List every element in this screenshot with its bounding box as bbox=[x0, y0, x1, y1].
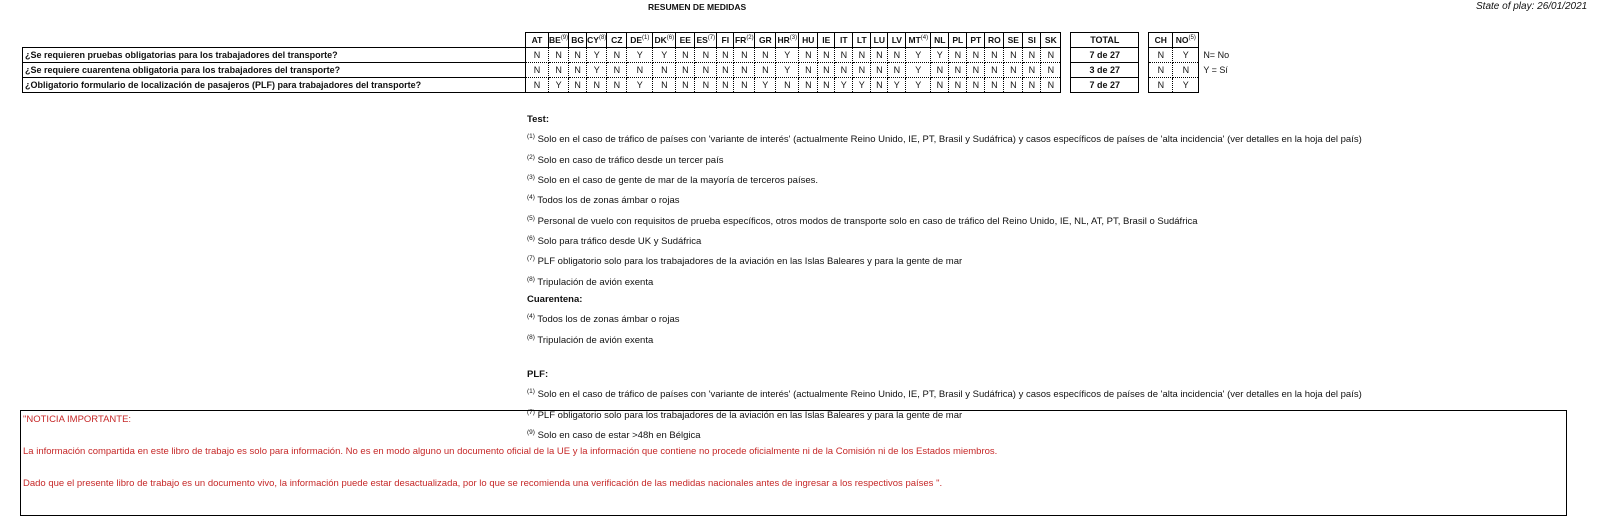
test-notes bbox=[527, 128, 1362, 291]
value-cell: N bbox=[627, 63, 653, 78]
quarantine-notes bbox=[527, 308, 1362, 349]
value-cell: Y bbox=[1173, 78, 1199, 93]
value-cell: N bbox=[653, 63, 676, 78]
footnote-number: (9) bbox=[527, 428, 535, 436]
country-code: NL bbox=[934, 35, 946, 45]
value-cell: Y bbox=[755, 78, 776, 93]
value-cell: N bbox=[1041, 63, 1061, 78]
country-header bbox=[587, 33, 607, 48]
total-cell: 7 de 27 bbox=[1071, 48, 1139, 63]
country-code: RO bbox=[987, 35, 1001, 45]
value-cell: N bbox=[755, 48, 776, 63]
spacer bbox=[1139, 33, 1149, 48]
value-cell: Y bbox=[587, 63, 607, 78]
footnote-number: (3) bbox=[527, 173, 535, 181]
country-code: CY bbox=[587, 35, 599, 45]
country-header bbox=[776, 33, 799, 48]
footnotes bbox=[527, 111, 1362, 444]
spacer bbox=[1139, 78, 1149, 93]
footnote-item bbox=[527, 383, 1362, 403]
country-code: AT bbox=[531, 35, 543, 45]
country-code: EE bbox=[679, 35, 691, 45]
value-cell: N bbox=[1004, 48, 1023, 63]
measures-table bbox=[22, 32, 1299, 93]
footnote-item bbox=[527, 308, 1362, 328]
country-header bbox=[1004, 33, 1023, 48]
value-cell: N bbox=[695, 48, 717, 63]
footnote-ref: (7) bbox=[707, 35, 716, 42]
footnote-item bbox=[527, 230, 1362, 250]
value-cell: N bbox=[695, 63, 717, 78]
country-code: ES bbox=[696, 35, 708, 45]
country-header bbox=[569, 33, 587, 48]
value-cell: N bbox=[871, 63, 888, 78]
country-header bbox=[653, 33, 676, 48]
notice-heading: "NOTICIA IMPORTANTE: bbox=[23, 414, 132, 425]
spacer bbox=[1061, 63, 1071, 78]
value-cell: Y bbox=[587, 48, 607, 63]
country-code: PT bbox=[970, 35, 982, 45]
footnote-ref: (2) bbox=[746, 35, 754, 42]
value-cell: N bbox=[569, 48, 587, 63]
value-cell: N bbox=[676, 48, 695, 63]
footnote-number: (4) bbox=[527, 194, 535, 202]
country-header bbox=[931, 33, 949, 48]
country-header bbox=[1023, 33, 1041, 48]
value-cell: N bbox=[607, 63, 627, 78]
spacer bbox=[1061, 78, 1071, 93]
value-cell: N bbox=[755, 63, 776, 78]
country-header bbox=[755, 33, 776, 48]
country-code: CZ bbox=[611, 35, 623, 45]
footnote-ref: (1) bbox=[642, 35, 650, 42]
footnote-text: Personal de vuelo con requisitos de prueba específicos, otros modos de transporte solo en caso de tráfico del Reino Unido, IE, NL, AT, PT, Brasil o Sudáfrica bbox=[534, 215, 1198, 227]
value-cell: N bbox=[799, 78, 818, 93]
country-header bbox=[1173, 33, 1199, 48]
spacer bbox=[1061, 33, 1071, 48]
value-cell: N bbox=[526, 78, 549, 93]
value-cell: Y bbox=[906, 63, 931, 78]
notice-paragraph-1: La información compartida en este libro de trabajo es solo para información. No es en modo alguno un documento oficial de la UE y la información que contiene no procede oficialmente ni de la Comisión ni de los Estados miembros. bbox=[23, 446, 998, 457]
country-header bbox=[627, 33, 653, 48]
country-code: HR bbox=[777, 35, 790, 45]
spacer bbox=[1139, 48, 1149, 63]
value-cell: N bbox=[818, 48, 835, 63]
header-spacer bbox=[23, 33, 526, 48]
value-cell: Y bbox=[853, 78, 871, 93]
footnote-item bbox=[527, 329, 1362, 349]
footnote-text: Solo para tráfico desde UK y Sudáfrica bbox=[534, 236, 702, 248]
country-header bbox=[549, 33, 569, 48]
value-cell: N bbox=[1004, 63, 1023, 78]
question-label: ¿Obligatorio formulario de localización de pasajeros (PLF) para trabajadores del transporte? bbox=[23, 78, 526, 93]
table-row bbox=[23, 48, 1299, 63]
footnote-ref: (8) bbox=[598, 35, 607, 42]
country-header bbox=[607, 33, 627, 48]
legend-text: N= No bbox=[1203, 50, 1230, 60]
country-code: DK bbox=[654, 35, 667, 45]
country-code: LT bbox=[856, 35, 867, 45]
value-cell: N bbox=[1041, 78, 1061, 93]
table-row bbox=[23, 63, 1299, 78]
value-cell: N bbox=[587, 78, 607, 93]
state-of-play: State of play: 26/01/2021 bbox=[1476, 1, 1588, 12]
table-header-row bbox=[23, 33, 1299, 48]
value-cell: N bbox=[888, 63, 906, 78]
value-cell: N bbox=[931, 78, 949, 93]
footnote-item bbox=[527, 128, 1362, 148]
value-cell: N bbox=[949, 78, 967, 93]
country-header bbox=[818, 33, 835, 48]
value-cell: N bbox=[569, 78, 587, 93]
footnote-item bbox=[527, 250, 1362, 270]
footnote-text: Solo en el caso de gente de mar de la mayoría de terceros países. bbox=[534, 175, 819, 187]
value-cell: N bbox=[734, 63, 755, 78]
value-cell: N bbox=[1149, 78, 1173, 93]
country-code: DE bbox=[630, 35, 643, 45]
footnote-ref: (6) bbox=[666, 35, 675, 42]
page-title: RESUMEN DE MEDIDAS bbox=[648, 2, 747, 12]
footnote-text: Todos los de zonas ámbar o rojas bbox=[534, 314, 680, 326]
value-cell: Y bbox=[888, 78, 906, 93]
value-cell: Y bbox=[627, 48, 653, 63]
value-cell: N bbox=[607, 78, 627, 93]
value-cell: N bbox=[967, 48, 985, 63]
country-header bbox=[967, 33, 985, 48]
value-cell: Y bbox=[776, 48, 799, 63]
value-cell: N bbox=[818, 78, 835, 93]
value-cell: N bbox=[526, 48, 549, 63]
value-cell: Y bbox=[835, 78, 853, 93]
footnote-number: (8) bbox=[527, 333, 535, 341]
country-code: CH bbox=[1154, 35, 1167, 45]
value-cell: N bbox=[985, 78, 1004, 93]
footnote-number: (7) bbox=[527, 255, 535, 263]
footnote-number: (4) bbox=[527, 313, 535, 321]
total-cell: 3 de 27 bbox=[1071, 63, 1139, 78]
value-cell: N bbox=[1023, 48, 1041, 63]
value-cell: N bbox=[871, 48, 888, 63]
value-cell: Y bbox=[906, 48, 931, 63]
country-header bbox=[985, 33, 1004, 48]
country-code: MT bbox=[908, 35, 921, 45]
value-cell: N bbox=[717, 78, 734, 93]
country-header bbox=[799, 33, 818, 48]
country-header bbox=[676, 33, 695, 48]
value-cell: N bbox=[676, 63, 695, 78]
question-label: ¿Se requieren pruebas obligatorias para los trabajadores del transporte? bbox=[23, 48, 526, 63]
country-header bbox=[853, 33, 871, 48]
footnote-number: (2) bbox=[527, 153, 535, 161]
table-row bbox=[23, 78, 1299, 93]
footnote-number: (1) bbox=[527, 133, 535, 141]
value-cell: N bbox=[853, 48, 871, 63]
value-cell: N bbox=[985, 48, 1004, 63]
footnote-text: Solo en el caso de tráfico de países con 'variante de interés' (actualmente Reino Unido, IE, PT, Brasil y Sudáfrica) y casos específicos de países de 'alta incidencia' (ver detalles en la hoja del país) bbox=[534, 389, 1362, 401]
country-code: IT bbox=[840, 35, 848, 45]
value-cell: N bbox=[799, 48, 818, 63]
footnote-text: Tripulación de avión exenta bbox=[534, 334, 654, 346]
value-cell: N bbox=[717, 48, 734, 63]
value-cell: N bbox=[985, 63, 1004, 78]
value-cell: Y bbox=[627, 78, 653, 93]
spacer bbox=[1199, 33, 1299, 48]
value-cell: N bbox=[888, 48, 906, 63]
value-cell: N bbox=[835, 48, 853, 63]
country-header bbox=[695, 33, 717, 48]
value-cell: N bbox=[949, 48, 967, 63]
value-cell: N bbox=[695, 78, 717, 93]
value-cell: N bbox=[607, 48, 627, 63]
footnote-ref: (5) bbox=[1188, 35, 1196, 42]
footnote-item bbox=[527, 189, 1362, 209]
country-code: LV bbox=[891, 35, 902, 45]
footnote-number: (8) bbox=[527, 275, 535, 283]
country-header bbox=[526, 33, 549, 48]
value-cell: N bbox=[734, 48, 755, 63]
country-code: BG bbox=[571, 35, 585, 45]
value-cell: N bbox=[734, 78, 755, 93]
total-header: TOTAL bbox=[1071, 33, 1139, 48]
country-header bbox=[888, 33, 906, 48]
country-header bbox=[734, 33, 755, 48]
legend-text bbox=[1199, 78, 1299, 93]
value-cell: N bbox=[1149, 48, 1173, 63]
value-cell: N bbox=[967, 78, 985, 93]
country-code: FI bbox=[721, 35, 730, 45]
country-code: NO bbox=[1175, 35, 1189, 45]
country-header bbox=[717, 33, 734, 48]
country-code: GR bbox=[758, 35, 772, 45]
country-code: SE bbox=[1007, 35, 1019, 45]
footnote-text: Solo en caso de estar >48h en Bélgica bbox=[534, 430, 701, 442]
value-cell: N bbox=[653, 78, 676, 93]
value-cell: Y bbox=[776, 63, 799, 78]
footnote-ref: (9) bbox=[560, 35, 569, 42]
footnote-text: Todos los de zonas ámbar o rojas bbox=[534, 195, 680, 207]
country-code: BE bbox=[549, 35, 561, 45]
question-label: ¿Se requiere cuarentena obligatoria para los trabajadores del transporte? bbox=[23, 63, 526, 78]
country-code: SI bbox=[1027, 35, 1036, 45]
value-cell: Y bbox=[1173, 48, 1199, 63]
footnote-number: (1) bbox=[527, 388, 535, 396]
value-cell: N bbox=[776, 78, 799, 93]
value-cell: N bbox=[1023, 78, 1041, 93]
value-cell: Y bbox=[653, 48, 676, 63]
quarantine-heading: Cuarentena: bbox=[527, 294, 583, 306]
value-cell: N bbox=[1149, 63, 1173, 78]
value-cell: N bbox=[549, 48, 569, 63]
value-cell: N bbox=[717, 63, 734, 78]
footnote-ref: (3) bbox=[789, 35, 798, 42]
value-cell: N bbox=[549, 63, 569, 78]
value-cell: N bbox=[967, 63, 985, 78]
country-header bbox=[1041, 33, 1061, 48]
notice-paragraph-2: Dado que el presente libro de trabajo es un documento vivo, la información puede estar desactualizada, por lo que se recomienda una verificación de las medidas nacionales antes de ingresar a los respectivos países ". bbox=[23, 478, 943, 489]
value-cell: N bbox=[931, 63, 949, 78]
footnote-item bbox=[527, 149, 1362, 169]
footnote-item bbox=[527, 271, 1362, 291]
footnote-number: (6) bbox=[527, 235, 535, 242]
value-cell: N bbox=[799, 63, 818, 78]
total-cell: 7 de 27 bbox=[1071, 78, 1139, 93]
country-header bbox=[906, 33, 931, 48]
value-cell: N bbox=[1004, 78, 1023, 93]
country-code: HU bbox=[802, 35, 815, 45]
footnote-text: PLF obligatorio solo para los trabajadores de la aviación en las Islas Baleares y para la gente de mar bbox=[534, 409, 963, 421]
country-header bbox=[949, 33, 967, 48]
value-cell: N bbox=[1023, 63, 1041, 78]
value-cell: Y bbox=[549, 78, 569, 93]
value-cell: N bbox=[676, 78, 695, 93]
footnote-number: (7) bbox=[527, 408, 535, 416]
footnote-text: Solo en el caso de tráfico de países con 'variante de interés' (actualmente Reino Unido, IE, PT, Brasil y Sudáfrica) y casos específicos de países de 'alta incidencia' (ver detalles en la hoja del país) bbox=[534, 134, 1362, 146]
spacer bbox=[1139, 63, 1149, 78]
value-cell: N bbox=[1041, 48, 1061, 63]
footnote-text: PLF obligatorio solo para los trabajadores de la aviación en las Islas Baleares y para la gente de mar bbox=[534, 256, 963, 268]
value-cell: N bbox=[526, 63, 549, 78]
value-cell: N bbox=[818, 63, 835, 78]
country-code: IE bbox=[822, 35, 831, 45]
legend-text: Y = Sí bbox=[1203, 65, 1228, 75]
country-code: FR bbox=[734, 35, 747, 45]
plf-heading: PLF: bbox=[527, 369, 549, 380]
value-cell: Y bbox=[906, 78, 931, 93]
value-cell: N bbox=[569, 63, 587, 78]
footnote-text: Solo en caso de tráfico desde un tercer país bbox=[534, 154, 724, 166]
value-cell: N bbox=[1173, 63, 1199, 78]
value-cell: N bbox=[835, 63, 853, 78]
country-code: PL bbox=[952, 35, 964, 45]
footnote-item bbox=[527, 169, 1362, 189]
footnote-text: Tripulación de avión exenta bbox=[534, 276, 654, 288]
country-code: LU bbox=[873, 35, 885, 45]
value-cell: N bbox=[871, 78, 888, 93]
value-cell: Y bbox=[931, 48, 949, 63]
country-header bbox=[1149, 33, 1173, 48]
important-notice bbox=[20, 410, 1567, 516]
country-header bbox=[871, 33, 888, 48]
footnote-item bbox=[527, 210, 1362, 230]
value-cell: N bbox=[949, 63, 967, 78]
value-cell: N bbox=[853, 63, 871, 78]
footnote-ref: (4) bbox=[920, 35, 929, 42]
country-header bbox=[835, 33, 853, 48]
spacer bbox=[1061, 48, 1071, 63]
footnote-number: (5) bbox=[527, 214, 535, 222]
country-code: SK bbox=[1044, 35, 1057, 45]
test-heading: Test: bbox=[527, 114, 549, 125]
